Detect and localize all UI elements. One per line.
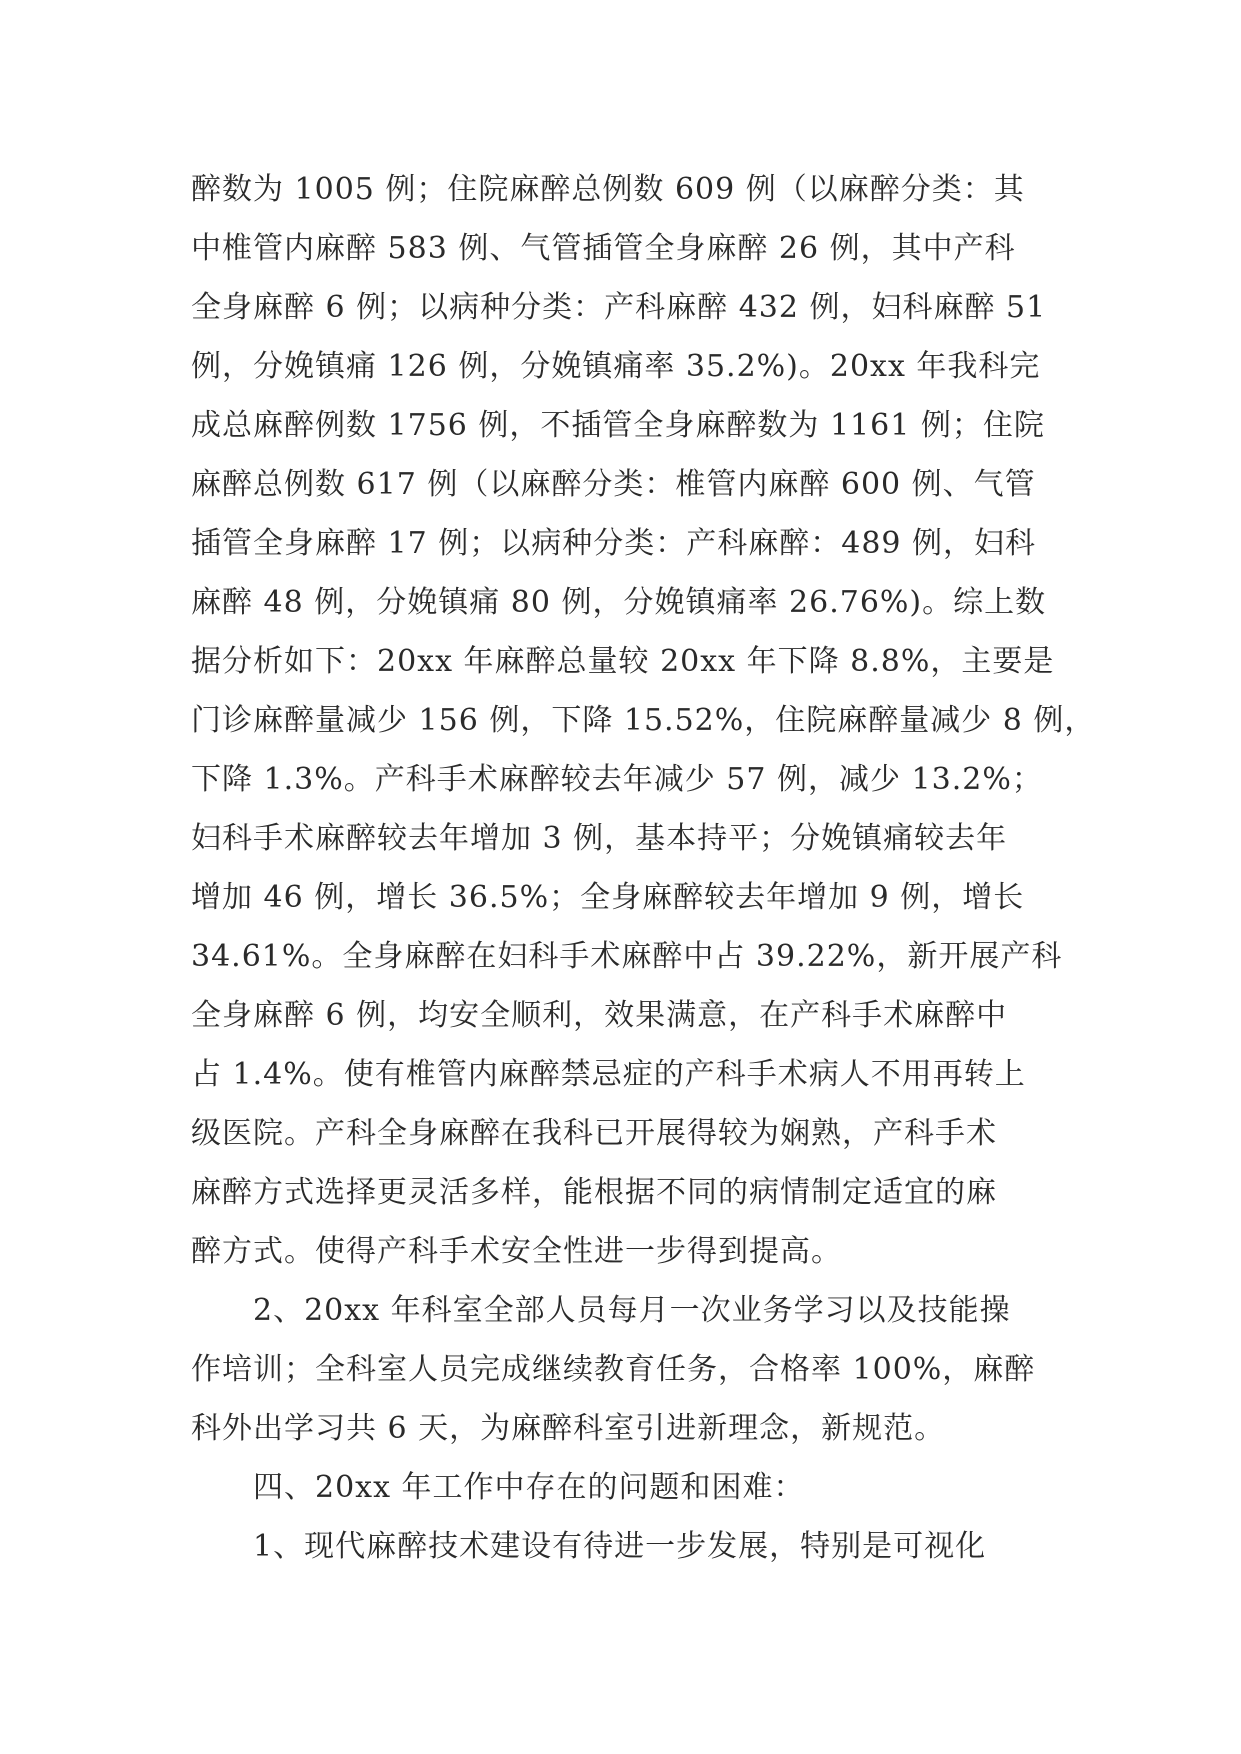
text-line: 下降 1.3%。产科手术麻醉较去年减少 57 例，减少 13.2%； [191,762,1043,797]
text-line: 1、现代麻醉技术建设有待进一步发展，特别是可视化 [253,1529,987,1564]
text-line: 麻醉总例数 617 例（以麻醉分类：椎管内麻醉 600 例、气管 [191,467,1036,502]
text-line: 级医院。产科全身麻醉在我科已开展得较为娴熟，产科手术 [191,1116,997,1151]
text-line: 醉方式。使得产科手术安全性进一步得到提高。 [191,1234,842,1269]
text-line: 麻醉 48 例，分娩镇痛 80 例，分娩镇痛率 26.76%)。综上数 [191,585,1047,620]
text-line: 麻醉方式选择更灵活多样，能根据不同的病情制定适宜的麻 [191,1175,997,1210]
text-line: 科外出学习共 6 天，为麻醉科室引进新理念，新规范。 [191,1411,946,1446]
text-line: 中椎管内麻醉 583 例、气管插管全身麻醉 26 例，其中产科 [191,231,1016,266]
text-line: 四、20xx 年工作中存在的问题和困难： [253,1470,805,1505]
body-text [191,160,1096,1576]
text-line: 占 1.4%。使有椎管内麻醉禁忌症的产科手术病人不用再转上 [191,1057,1026,1092]
text-line: 醉数为 1005 例；住院麻醉总例数 609 例（以麻醉分类：其 [191,172,1025,207]
text-line: 34.61%。全身麻醉在妇科手术麻醉中占 39.22%，新开展产科 [191,939,1063,974]
text-line: 妇科手术麻醉较去年增加 3 例，基本持平；分娩镇痛较去年 [191,821,1008,856]
text-line: 2、20xx 年科室全部人员每月一次业务学习以及技能操 [253,1293,1011,1328]
text-line: 作培训；全科室人员完成继续教育任务，合格率 100%，麻醉 [191,1352,1036,1387]
text-line: 成总麻醉例数 1756 例，不插管全身麻醉数为 1161 例；住院 [191,408,1045,443]
text-line: 插管全身麻醉 17 例；以病种分类：产科麻醉：489 例，妇科 [191,526,1037,561]
text-line: 据分析如下：20xx 年麻醉总量较 20xx 年下降 8.8%，主要是 [191,644,1055,679]
text-line: 例，分娩镇痛 126 例，分娩镇痛率 35.2%)。20xx 年我科完 [191,349,1041,384]
text-line: 门诊麻醉量减少 156 例，下降 15.52%，住院麻醉量减少 8 例， [191,703,1096,738]
text-line: 全身麻醉 6 例；以病种分类：产科麻醉 432 例，妇科麻醉 51 [191,290,1047,325]
text-line: 全身麻醉 6 例，均安全顺利，效果满意，在产科手术麻醉中 [191,998,1008,1033]
text-line: 增加 46 例，增长 36.5%；全身麻醉较去年增加 9 例，增长 [191,880,1025,915]
